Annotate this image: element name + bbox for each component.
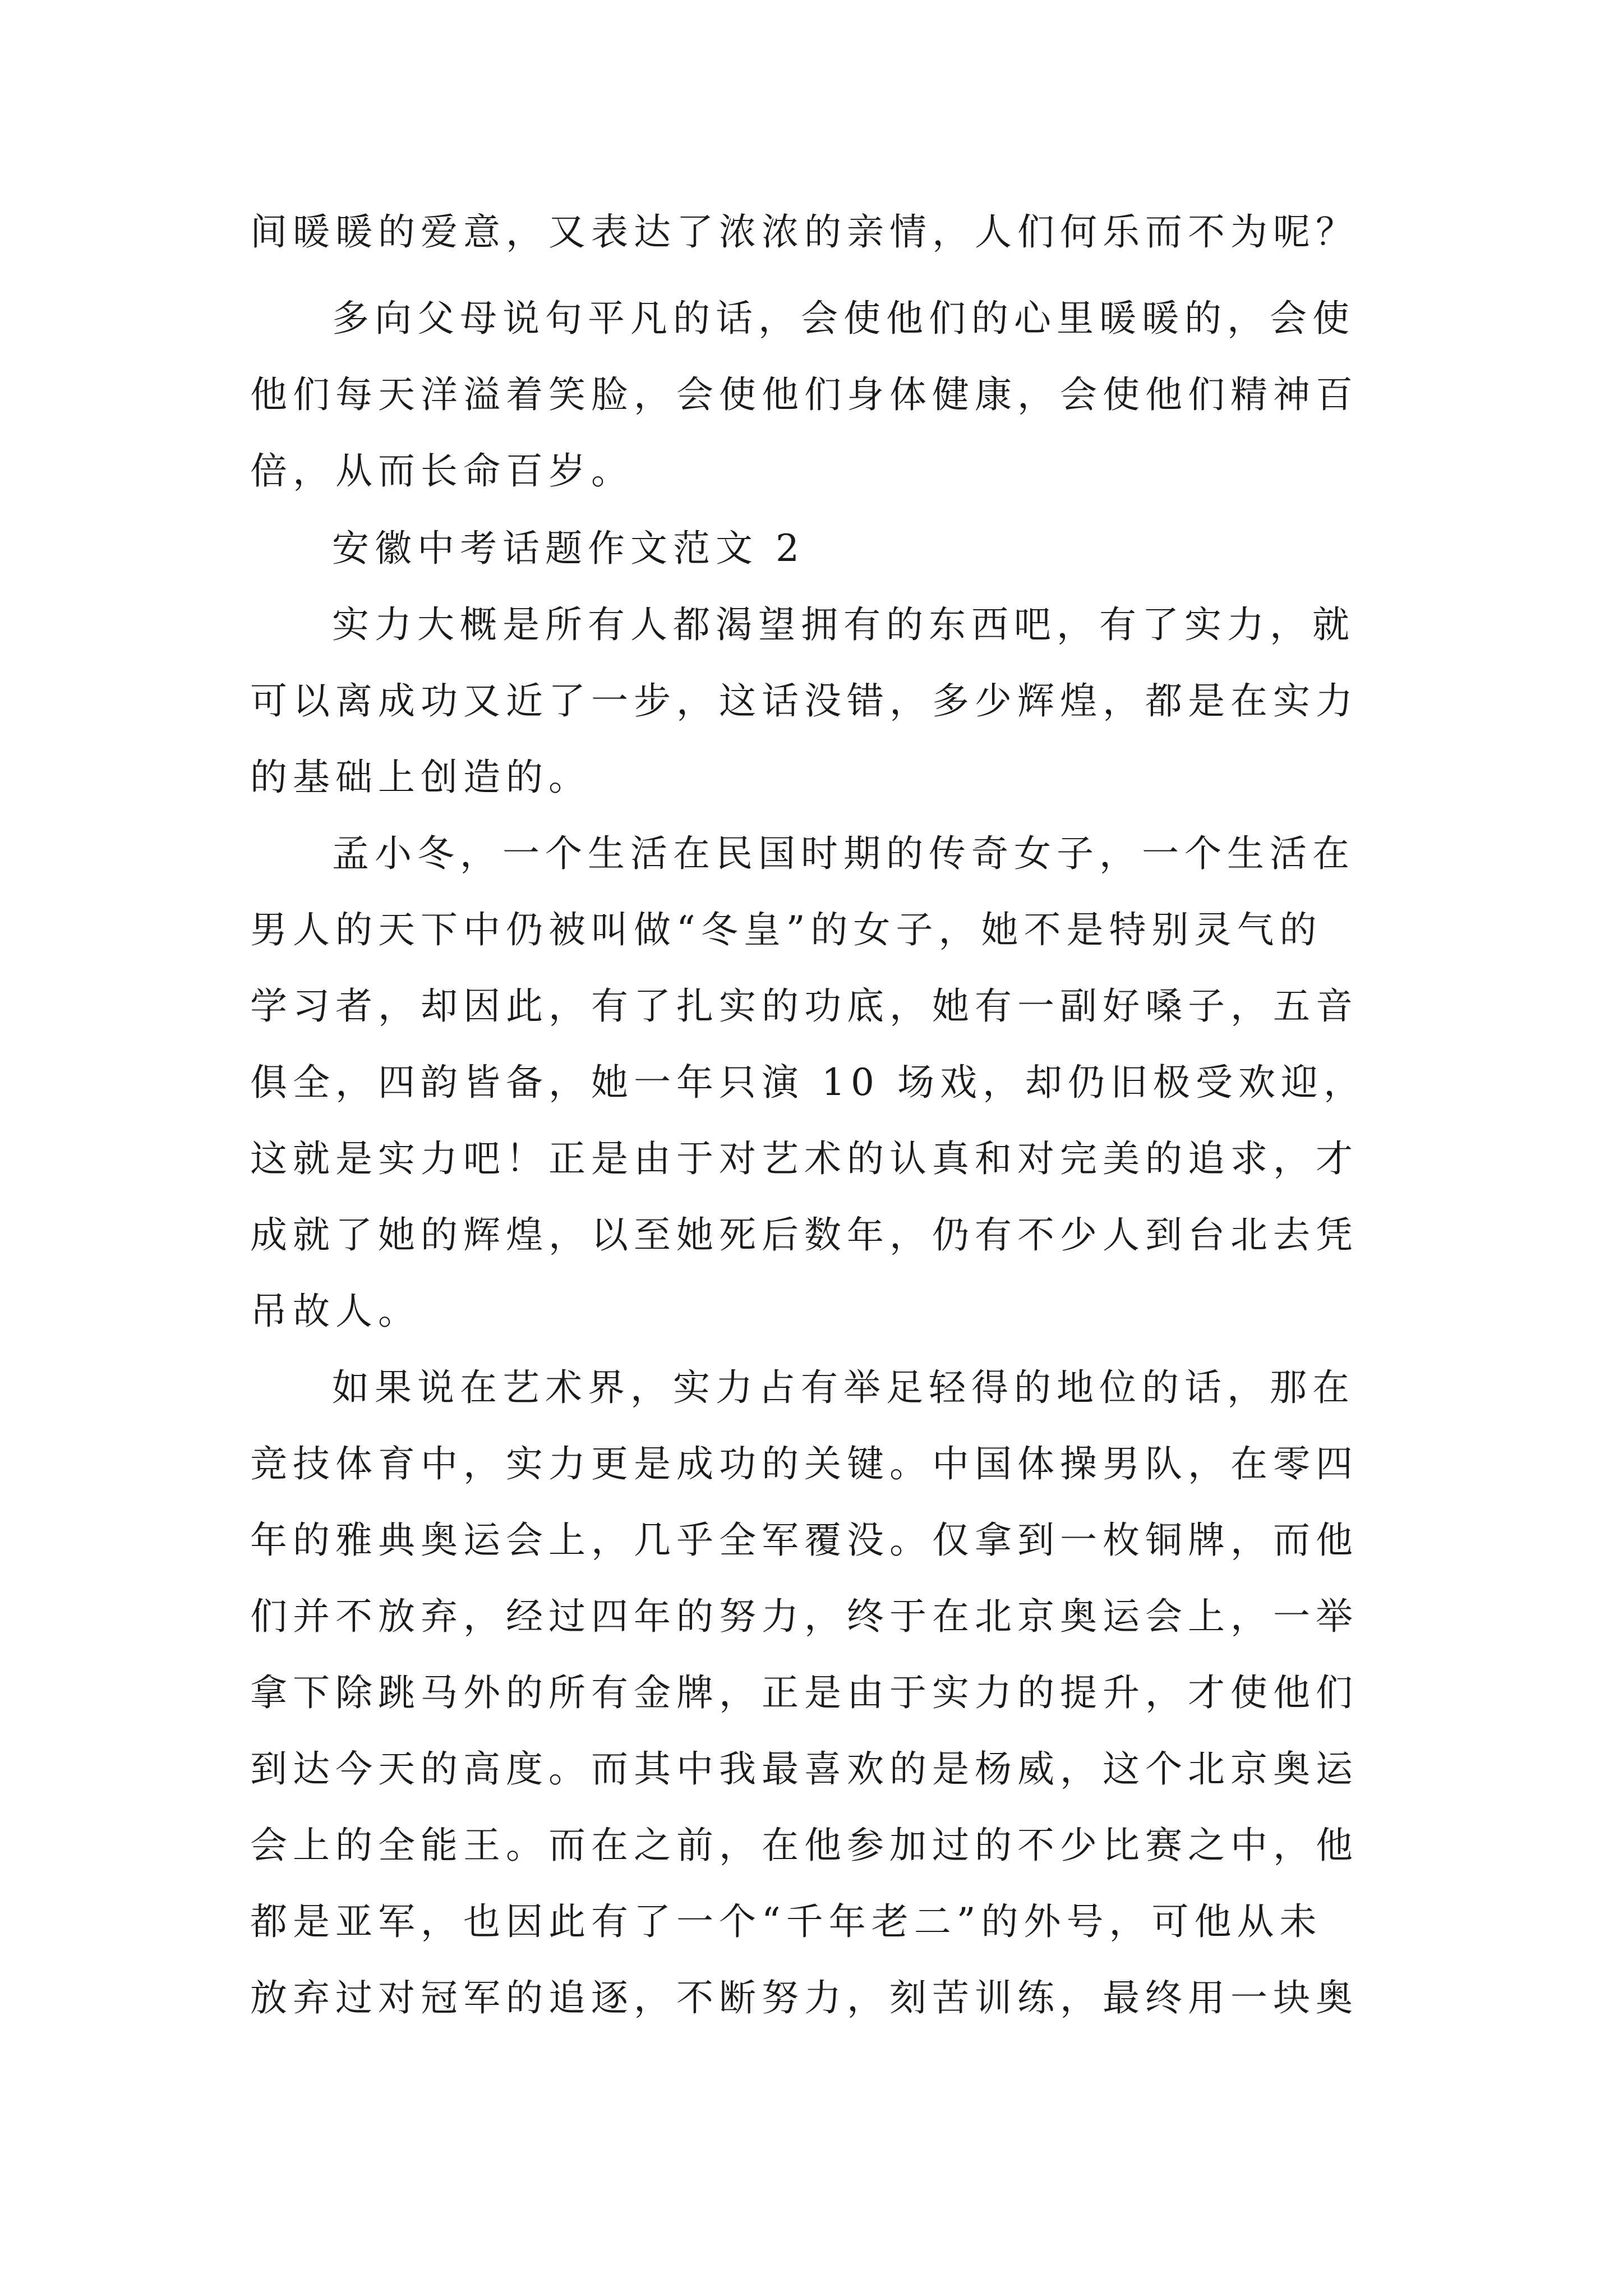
text-line: 倍，从而长命百岁。: [250, 449, 634, 493]
paragraph-first-line: 实力大概是所有人都渴望拥有的东西吧，有了实力，就: [332, 603, 1355, 646]
text-line: 到达今天的高度。而其中我最喜欢的是杨威，这个北京奥运: [250, 1747, 1358, 1791]
text-line: 间暖暖的爱意，又表达了浓浓的亲情，人们何乐而不为呢？: [250, 210, 1358, 254]
text-line: 可以离成功又近了一步，这话没错，多少辉煌，都是在实力: [250, 679, 1358, 723]
text-line: 男人的天下中仍被叫做“冬皇”的女子，她不是特别灵气的: [250, 908, 1322, 951]
text-line: 放弃过对冠军的追逐，不断努力，刻苦训练，最终用一块奥: [250, 1976, 1358, 2019]
paragraph-first-line: 多向父母说句平凡的话，会使他们的心里暖暖的，会使: [332, 297, 1355, 340]
section-heading: 安徽中考话题作文范文 2: [332, 527, 805, 570]
text-line: 会上的全能王。而在之前，在他参加过的不少比赛之中，他: [250, 1824, 1358, 1867]
text-line: 成就了她的辉煌，以至她死后数年，仍有不少人到台北去凭: [250, 1213, 1358, 1257]
text-line: 都是亚军，也因此有了一个“千年老二”的外号，可他从未: [250, 1900, 1322, 1943]
text-line: 俱全，四韵皆备，她一年只演 10 场戏，却仍旧极受欢迎，: [250, 1061, 1366, 1104]
text-line: 吊故人。: [250, 1290, 421, 1333]
text-line: 们并不放弃，经过四年的努力，终于在北京奥运会上，一举: [250, 1595, 1358, 1638]
text-line: 竞技体育中，实力更是成功的关键。中国体操男队，在零四: [250, 1442, 1358, 1485]
paragraph-first-line: 孟小冬，一个生活在民国时期的传奇女子，一个生活在: [332, 832, 1355, 875]
text-line: 他们每天洋溢着笑脸，会使他们身体健康，会使他们精神百: [250, 373, 1358, 416]
text-line: 这就是实力吧！正是由于对艺术的认真和对完美的追求，才: [250, 1137, 1358, 1180]
text-line: 年的雅典奥运会上，几乎全军覆没。仅拿到一枚铜牌，而他: [250, 1519, 1358, 1562]
text-line: 拿下除跳马外的所有金牌，正是由于实力的提升，才使他们: [250, 1671, 1358, 1714]
text-line: 学习者，却因此，有了扎实的功底，她有一副好嗓子，五音: [250, 984, 1358, 1028]
text-line: 的基础上创造的。: [250, 756, 591, 799]
paragraph-first-line: 如果说在艺术界，实力占有举足轻得的地位的话，那在: [332, 1366, 1355, 1409]
